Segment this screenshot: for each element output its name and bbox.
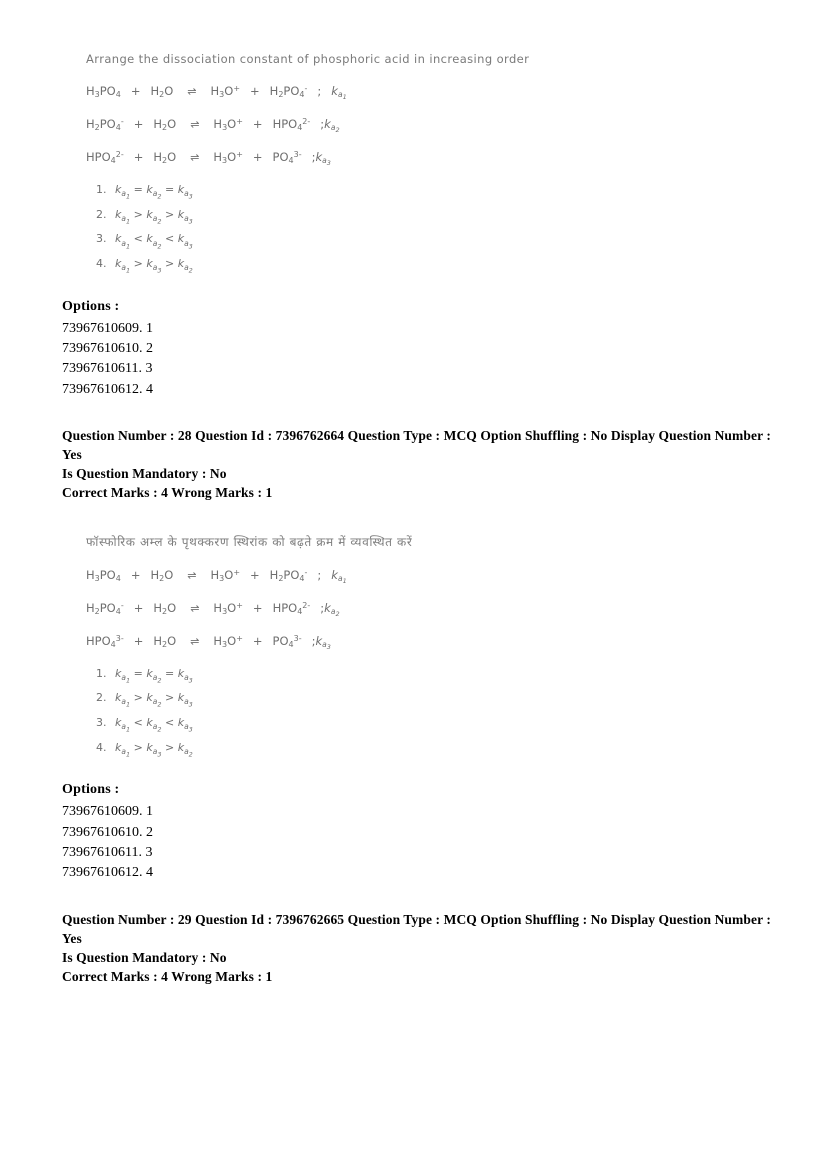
choice-item[interactable]: 1. $k_{a_1} = k_{a_2} = k_{a_3}$ (96, 666, 193, 685)
question-metadata-29 (62, 910, 774, 987)
option-id-row: 73967610610. 2 (62, 824, 153, 840)
choice-number: 4. (96, 740, 107, 754)
choice-number: 3. (96, 232, 107, 246)
question-stem-hindi: फॉस्फोरिक अम्ल के पृथक्करण स्थिरांक को बढ़ते क्रम में व्यवस्थित करें (86, 534, 413, 549)
metadata-line-2: Is Question Mandatory : No (62, 466, 227, 482)
option-id-row: 73967610610. 2 (62, 341, 153, 357)
question-block-29 (74, 533, 774, 759)
choice-item[interactable]: 4. $k_{a_1} > k_{a_3} > k_{a_2}$ (96, 740, 193, 759)
choice-item[interactable]: 1. $k_{a_1} = k_{a_2} = k_{a_3}$ (96, 183, 193, 201)
question-metadata-28 (62, 426, 774, 503)
choice-item[interactable]: 3. $k_{a_1} < k_{a_2} < k_{a_3}$ (96, 715, 193, 734)
metadata-line-1: Question Number : 28 Question Id : 7396762664 Question Type : MCQ Option Shuffling : No Display Question Number : Yes (62, 427, 772, 463)
section-spacer (62, 503, 774, 533)
choice-item[interactable]: 2. $k_{a_1} > k_{a_2} > k_{a_3}$ (96, 207, 193, 226)
option-id-row: 73967610609. 1 (62, 320, 153, 336)
choice-list-29 (96, 667, 774, 759)
options-label-28: Options : (62, 298, 120, 314)
equation-1: $H_3PO_4 + H_2O$ ⇌ $H_3O^+ + H_2PO_4^-$ ; $k_{a_1}$ (86, 84, 347, 101)
equation-2: $H_2PO_4^- + H_2O$ ⇌ $H_3O^+ + HPO_4^{2-}$ $;k_{a_2}$ (86, 117, 340, 134)
options-label-29: Options : (62, 782, 120, 798)
choice-item[interactable]: 2. $k_{a_1} > k_{a_2} > k_{a_3}$ (96, 691, 193, 709)
option-id-row: 73967610609. 1 (62, 804, 153, 820)
equation-2: $H_2PO_4^- + H_2O$ ⇌ $H_3O^+ + HPO_4^{2-}$ $;k_{a_2}$ (86, 600, 340, 618)
question-block-28 (74, 52, 774, 275)
option-id-row: 73967610611. 3 (62, 844, 153, 860)
question-stem-english: Arrange the dissociation constant of phosphoric acid in increasing order (86, 52, 530, 66)
choice-number: 4. (96, 257, 107, 271)
metadata-line-2: Is Question Mandatory : No (62, 949, 227, 965)
metadata-line-3: Correct Marks : 4 Wrong Marks : 1 (62, 968, 273, 984)
metadata-line-1: Question Number : 29 Question Id : 7396762665 Question Type : MCQ Option Shuffling : No Display Question Number : Yes (62, 911, 772, 946)
equation-3: $HPO_4^{2-} + H_2O$ ⇌ $H_3O^+ + PO_4^{3-}$ $;k_{a_3}$ (86, 150, 331, 167)
choice-item[interactable]: 4. $k_{a_1} > k_{a_3} > k_{a_2}$ (96, 257, 193, 275)
choice-number: 1. (96, 666, 107, 680)
choice-number: 2. (96, 691, 107, 705)
choice-item[interactable]: 3. $k_{a_1} < k_{a_2} < k_{a_3}$ (96, 232, 193, 251)
choice-number: 1. (96, 183, 107, 196)
equation-3: $HPO_4^{3-} + H_2O$ ⇌ $H_3O^+ + PO_4^{3-}$ $;k_{a_3}$ (86, 633, 331, 651)
option-id-row: 73967610611. 3 (62, 361, 153, 377)
choice-number: 2. (96, 207, 107, 221)
metadata-line-3: Correct Marks : 4 Wrong Marks : 1 (62, 485, 273, 501)
equation-1: $H_3PO_4 + H_2O$ ⇌ $H_3O^+ + H_2PO_4^-$ ; $k_{a_1}$ (86, 567, 347, 585)
choice-list-28 (96, 183, 774, 275)
option-id-row: 73967610612. 4 (62, 381, 153, 397)
option-id-row: 73967610612. 4 (62, 865, 153, 881)
choice-number: 3. (96, 715, 107, 729)
